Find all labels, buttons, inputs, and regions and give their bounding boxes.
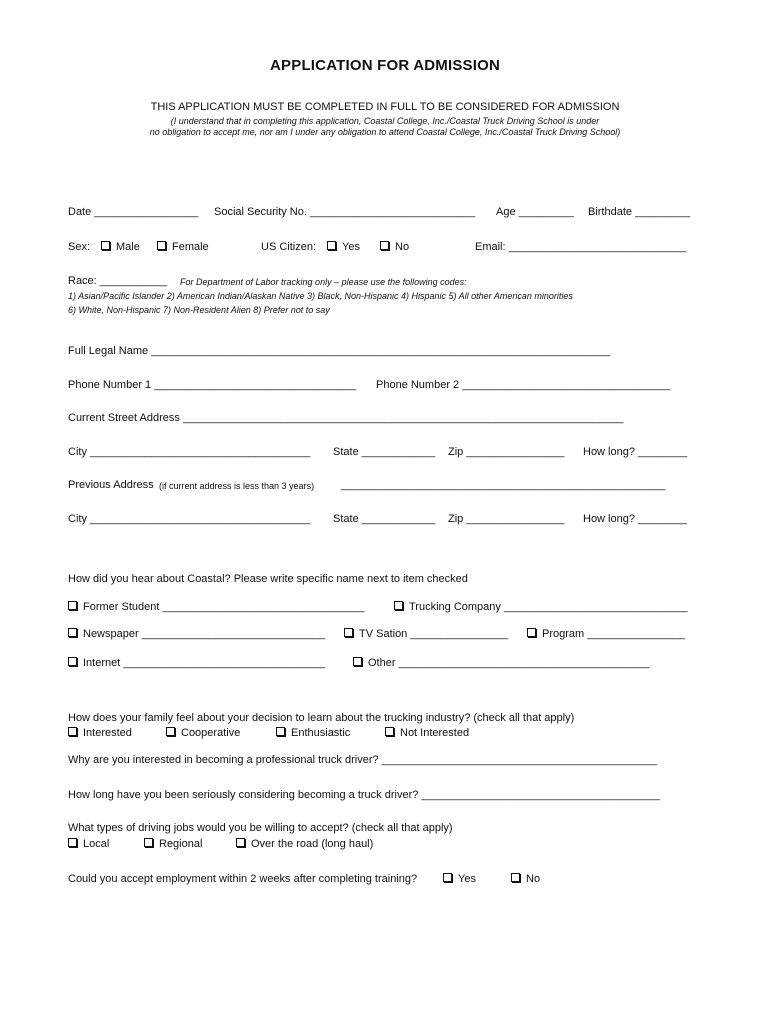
female-option[interactable]: Female	[157, 241, 209, 253]
employment-question: Could you accept employment within 2 weeks after completing training?	[68, 873, 418, 885]
checkbox-icon[interactable]	[353, 657, 362, 666]
previous-address-label: Previous Address	[68, 479, 154, 491]
previous-how-long-field[interactable]: How long? ________	[583, 513, 687, 525]
zip-field[interactable]: Zip ________________	[448, 446, 565, 458]
full-legal-name-field[interactable]: Full Legal Name ___________________________________________________________________________	[68, 345, 610, 357]
checkbox-icon[interactable]	[276, 727, 285, 736]
trucking-company-option[interactable]: Trucking Company ______________________________	[394, 601, 688, 613]
disclaimer-line-2: no obligation to accept me, nor am I under any obligation to attend Coastal College, Inc./Coastal Truck Driving School)	[149, 127, 621, 137]
checkbox-icon[interactable]	[443, 873, 452, 882]
other-option[interactable]: Other _________________________________________	[353, 657, 649, 669]
us-citizen-label: US Citizen:	[261, 241, 317, 253]
checkbox-icon[interactable]	[68, 657, 77, 666]
current-street-address-field[interactable]: Current Street Address ________________________________________________________________________	[68, 412, 624, 424]
not-interested-option[interactable]: Not Interested	[385, 727, 469, 739]
previous-address-field[interactable]: _____________________________________________________	[341, 479, 666, 491]
checkbox-icon[interactable]	[385, 727, 394, 736]
completion-notice: THIS APPLICATION MUST BE COMPLETED IN FULL TO BE CONSIDERED FOR ADMISSION	[150, 101, 620, 113]
former-student-option[interactable]: Former Student _________________________________	[68, 601, 364, 613]
checkbox-icon[interactable]	[511, 873, 520, 882]
date-field[interactable]: Date _________________	[68, 206, 199, 218]
city-field[interactable]: City ____________________________________	[68, 446, 311, 458]
program-option[interactable]: Program ________________	[527, 628, 685, 640]
checkbox-icon[interactable]	[236, 838, 245, 847]
checkbox-icon[interactable]	[527, 628, 536, 637]
checkbox-icon[interactable]	[68, 628, 77, 637]
disclaimer-line-1: (I understand that in completing this application, Coastal College, Inc./Coastal Truck Driving School is under	[170, 116, 600, 126]
race-codes-line-1: 1) Asian/Pacific Islander 2) American Indian/Alaskan Native 3) Black, Non-Hispanic 4) Hispanic 5) All other American minorities	[68, 291, 573, 301]
regional-option[interactable]: Regional	[144, 838, 202, 850]
over-the-road-option[interactable]: Over the road (long haul)	[236, 838, 373, 850]
birthdate-field[interactable]: Birthdate _________	[588, 206, 691, 218]
checkbox-icon[interactable]	[101, 241, 110, 250]
phone-number-2-field[interactable]: Phone Number 2 __________________________________	[376, 379, 671, 391]
checkbox-icon[interactable]	[68, 601, 77, 610]
why-interested-field[interactable]: Why are you interested in becoming a professional truck driver? _____________________________________________	[68, 754, 657, 766]
tv-station-option[interactable]: TV Sation ________________	[344, 628, 508, 640]
male-option[interactable]: Male	[101, 241, 140, 253]
ssn-field[interactable]: Social Security No. ___________________________	[214, 206, 476, 218]
page-title: APPLICATION FOR ADMISSION	[270, 57, 500, 74]
family-feeling-question: How does your family feel about your decision to learn about the trucking industry? (check all that apply)	[68, 712, 575, 724]
age-field[interactable]: Age _________	[496, 206, 574, 218]
driving-jobs-question: What types of driving jobs would you be willing to accept? (check all that apply)	[68, 822, 453, 834]
phone-number-1-field[interactable]: Phone Number 1 _________________________________	[68, 379, 357, 391]
citizen-yes-option[interactable]: Yes	[327, 241, 360, 253]
previous-zip-field[interactable]: Zip ________________	[448, 513, 565, 525]
state-field[interactable]: State ____________	[333, 446, 436, 458]
race-field[interactable]: Race: ___________	[68, 275, 168, 287]
sex-label: Sex:	[68, 241, 91, 253]
employment-no-option[interactable]: No	[511, 873, 540, 885]
email-field[interactable]: Email: _____________________________	[475, 241, 687, 253]
hear-about-question: How did you hear about Coastal? Please write specific name next to item checked	[68, 573, 468, 585]
checkbox-icon[interactable]	[68, 727, 77, 736]
checkbox-icon[interactable]	[157, 241, 166, 250]
checkbox-icon[interactable]	[380, 241, 389, 250]
previous-city-field[interactable]: City ____________________________________	[68, 513, 311, 525]
previous-state-field[interactable]: State ____________	[333, 513, 436, 525]
checkbox-icon[interactable]	[394, 601, 403, 610]
how-long-field[interactable]: How long? ________	[583, 446, 687, 458]
newspaper-option[interactable]: Newspaper ______________________________	[68, 628, 325, 640]
enthusiastic-option[interactable]: Enthusiastic	[276, 727, 350, 739]
checkbox-icon[interactable]	[144, 838, 153, 847]
employment-yes-option[interactable]: Yes	[443, 873, 476, 885]
citizen-no-option[interactable]: No	[380, 241, 409, 253]
checkbox-icon[interactable]	[327, 241, 336, 250]
interested-option[interactable]: Interested	[68, 727, 132, 739]
race-codes-line-2: 6) White, Non-Hispanic 7) Non-Resident Alien 8) Prefer not to say	[68, 305, 330, 315]
race-note: For Department of Labor tracking only – please use the following codes:	[180, 277, 467, 287]
previous-address-note: (if current address is less than 3 years)	[159, 481, 315, 491]
checkbox-icon[interactable]	[344, 628, 353, 637]
checkbox-icon[interactable]	[68, 838, 77, 847]
internet-option[interactable]: Internet _________________________________	[68, 657, 325, 669]
cooperative-option[interactable]: Cooperative	[166, 727, 240, 739]
local-option[interactable]: Local	[68, 838, 109, 850]
how-long-considering-field[interactable]: How long have you been seriously considering becoming a truck driver? _______________________________________	[68, 789, 661, 801]
checkbox-icon[interactable]	[166, 727, 175, 736]
